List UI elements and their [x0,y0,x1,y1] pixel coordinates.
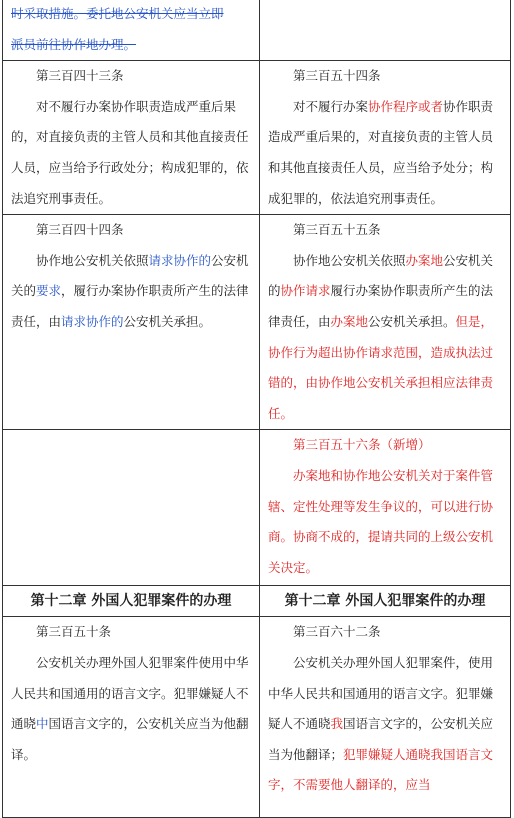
added-text: 但是，协作行为超出协作请求范围，造成执法过错的，由协作地公安机关承担相应法律责任。 [268,313,494,421]
article-body: 对不履行办案协作程序或者协作职责造成严重后果的，对直接负责的主管人员和其他直接责任人员，应当给予处分；构成犯罪的，依法追究刑事责任。 [268,98,494,206]
article-heading: 第三百五十条 [36,624,112,640]
added-text: 办案地 [405,252,444,268]
added-text: 我 [330,716,344,732]
added-text: 犯罪嫌疑人通晓我国语言文字，不需要他人翻译的，应当 [268,746,494,793]
changed-text: 请求协作的 [61,313,124,329]
table-row [3,617,511,818]
table-row [3,430,511,586]
table-row [3,586,511,617]
article-heading: 第三百六十二条 [293,624,381,640]
cell-article-362 [260,617,511,818]
article-body: 办案地和协作地公安机关对于案件管辖、定性处理等发生争议的，可以进行协商。协商不成的，提请共同的上级公安机关决定。 [268,467,494,575]
chapter-heading: 第十二章 外国人犯罪案件的办理 [260,586,511,617]
article-body: 对不履行办案协作职责造成严重后果的，对直接负责的主管人员和其他直接责任人员，应当给予行政处分；构成犯罪的，依法追究刑事责任。 [11,98,249,206]
table-row [3,215,511,430]
comparison-table [2,0,511,818]
table-row [3,0,511,61]
cell-left-empty [3,430,260,586]
struck-text-line: 派员前往协作地办理。 [11,36,137,52]
article-body: 协作地公安机关依照请求协作的公安机关的要求，履行办案协作职责所产生的法律责任，由请求协作的公安机关承担。 [11,252,249,329]
article-body: 协作地公安机关依照办案地公安机关的协作请求履行办案协作职责所产生的法律责任，由办案地公安机关承担。但是，协作行为超出协作请求范围，造成执法过错的，由协作地公安机关承担相应法律责任。 [268,252,494,421]
changed-text: 请求协作的 [148,252,212,268]
changed-text: 中 [36,716,49,732]
article-heading: 第三百四十三条 [36,68,124,84]
cell-article-350 [3,617,260,818]
table-row [3,61,511,215]
changed-text: 要求 [36,283,62,299]
article-body: 公安机关办理外国人犯罪案件使用中华人民共和国通用的语言文字。犯罪嫌疑人不通晓中国语言文字的，公安机关应当为他翻译。 [11,654,249,762]
struck-text-line: 时采取措施。委托地公安机关应当立即 [11,6,224,21]
article-heading: 第三百四十四条 [36,222,124,238]
chapter-heading: 第十二章 外国人犯罪案件的办理 [3,586,260,617]
added-text: 协作请求 [280,283,331,299]
cell-article-354 [260,61,511,215]
article-heading: 第三百五十四条 [293,68,381,84]
added-text: 办案地 [330,313,369,329]
added-text: 协作程序或者 [368,98,444,114]
cell-article-356-new [260,430,511,586]
cell-left-continuation [3,0,260,61]
cell-article-343 [3,61,260,215]
article-body: 公安机关办理外国人犯罪案件，使用中华人民共和国通用的语言文字。犯罪嫌疑人不通晓我国语言文字的，公安机关应当为他翻译；犯罪嫌疑人通晓我国语言文字，不需要他人翻译的，应当 [268,654,494,793]
article-heading: 第三百五十六条（新增） [293,437,431,453]
cell-right-empty [260,0,511,61]
cell-article-344 [3,215,260,430]
article-heading: 第三百五十五条 [293,222,381,238]
cell-article-355 [260,215,511,430]
